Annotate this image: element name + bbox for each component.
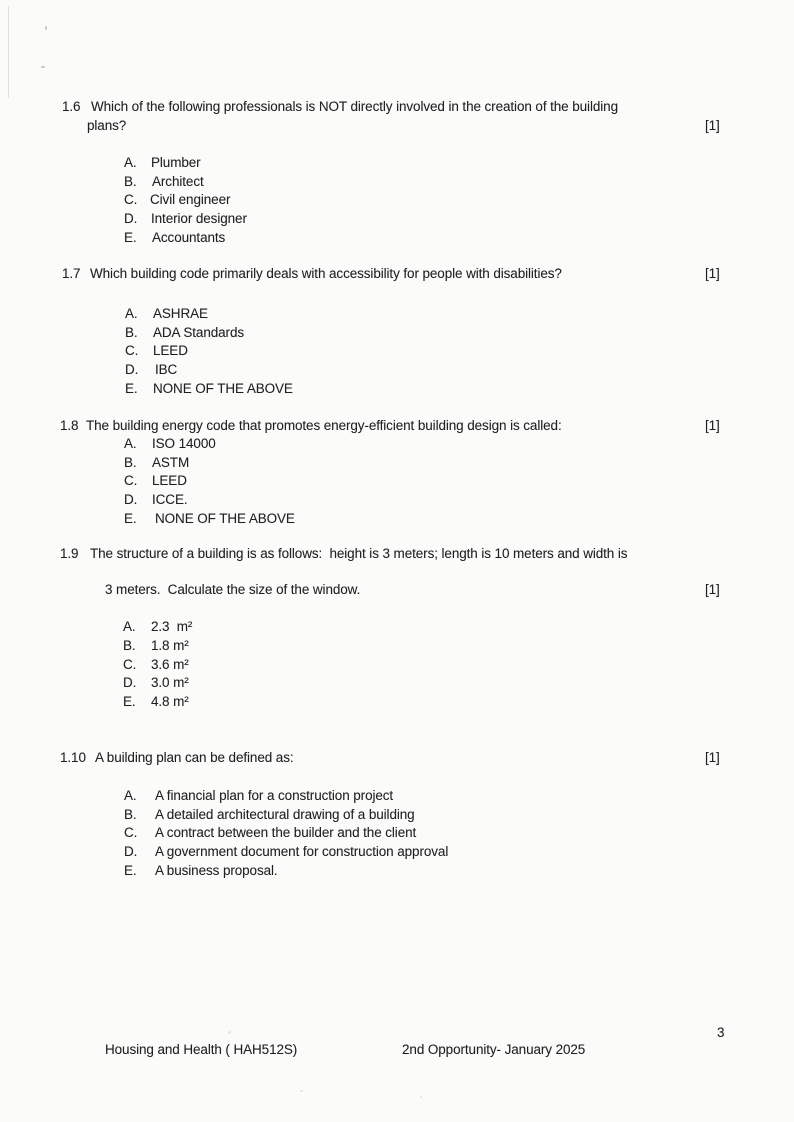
scan-speck bbox=[300, 1090, 303, 1092]
option-text-c: LEED bbox=[152, 473, 187, 488]
question-text-line: 3 meters. Calculate the size of the window. bbox=[105, 582, 361, 597]
question-number: 1.9 bbox=[60, 546, 79, 561]
option-letter-a: A. bbox=[125, 306, 138, 321]
scan-edge-line bbox=[8, 6, 9, 98]
option-text-b: A detailed architectural drawing of a building bbox=[155, 807, 415, 822]
option-text-d: 3.0 m² bbox=[151, 675, 189, 690]
option-letter-c: C. bbox=[125, 343, 139, 358]
option-letter-d: D. bbox=[124, 844, 138, 859]
option-letter-e: E. bbox=[124, 863, 137, 878]
option-letter-a: A. bbox=[124, 788, 137, 803]
scan-speck bbox=[41, 66, 45, 68]
page-number: 3 bbox=[717, 1025, 725, 1040]
question-text-line: plans? bbox=[87, 118, 127, 133]
question-number: 1.10 bbox=[60, 750, 86, 765]
option-text-a: Plumber bbox=[151, 155, 201, 170]
question-number: 1.6 bbox=[62, 99, 81, 114]
option-text-b: Architect bbox=[152, 174, 204, 189]
option-letter-d: D. bbox=[124, 492, 138, 507]
option-text-e: NONE OF THE ABOVE bbox=[155, 511, 295, 526]
option-letter-b: B. bbox=[124, 455, 137, 470]
question-text-line: The structure of a building is as follows: height is 3 meters; length is 10 meters and width is bbox=[90, 546, 628, 561]
marks-label: [1] bbox=[705, 118, 720, 133]
option-text-a: ISO 14000 bbox=[152, 436, 216, 451]
option-text-d: ICCE. bbox=[152, 492, 188, 507]
question-text-line: Which building code primarily deals with accessibility for people with disabilities? bbox=[90, 266, 562, 281]
scan-speck bbox=[228, 1031, 231, 1034]
option-letter-a: A. bbox=[124, 155, 137, 170]
option-letter-a: A. bbox=[124, 436, 137, 451]
option-letter-a: A. bbox=[123, 619, 136, 634]
option-letter-d: D. bbox=[125, 362, 139, 377]
option-letter-b: B. bbox=[124, 807, 137, 822]
option-text-a: 2.3 m² bbox=[151, 619, 193, 634]
option-text-b: 1.8 m² bbox=[151, 638, 189, 653]
option-letter-c: C. bbox=[124, 192, 138, 207]
scan-speck bbox=[45, 26, 47, 30]
marks-label: [1] bbox=[705, 750, 720, 765]
marks-label: [1] bbox=[705, 582, 720, 597]
option-letter-b: B. bbox=[124, 174, 137, 189]
option-letter-b: B. bbox=[125, 325, 138, 340]
option-letter-e: E. bbox=[124, 230, 137, 245]
scan-speck bbox=[420, 1096, 422, 1098]
question-text-line: The building energy code that promotes energy-efficient building design is called: bbox=[86, 418, 562, 433]
option-text-c: A contract between the builder and the client bbox=[155, 825, 417, 840]
option-text-c: 3.6 m² bbox=[151, 657, 189, 672]
option-letter-e: E. bbox=[123, 694, 136, 709]
question-number: 1.8 bbox=[60, 418, 79, 433]
option-letter-c: C. bbox=[124, 473, 138, 488]
option-text-e: 4.8 m² bbox=[151, 694, 189, 709]
option-letter-e: E. bbox=[124, 511, 137, 526]
option-letter-d: D. bbox=[124, 211, 138, 226]
option-letter-e: E. bbox=[125, 381, 138, 396]
question-text-line: A building plan can be defined as: bbox=[95, 750, 294, 765]
option-text-d: A government document for construction approval bbox=[155, 844, 449, 859]
question-text-line: Which of the following professionals is NOT directly involved in the creation of the building bbox=[91, 99, 618, 114]
option-letter-b: B. bbox=[123, 638, 136, 653]
option-letter-c: C. bbox=[123, 657, 137, 672]
option-text-c: LEED bbox=[153, 343, 188, 358]
option-text-e: A business proposal. bbox=[155, 863, 278, 878]
question-number: 1.7 bbox=[62, 266, 81, 281]
footer-session: 2nd Opportunity- January 2025 bbox=[402, 1042, 586, 1057]
option-letter-d: D. bbox=[123, 675, 137, 690]
option-text-d: Interior designer bbox=[151, 211, 247, 226]
option-text-a: ASHRAE bbox=[153, 306, 208, 321]
option-text-b: ASTM bbox=[152, 455, 190, 470]
marks-label: [1] bbox=[705, 418, 720, 433]
option-letter-c: C. bbox=[124, 825, 138, 840]
footer-course-code: Housing and Health ( HAH512S) bbox=[105, 1042, 298, 1057]
marks-label: [1] bbox=[705, 266, 720, 281]
option-text-e: Accountants bbox=[152, 230, 226, 245]
option-text-b: ADA Standards bbox=[153, 325, 245, 340]
option-text-d: IBC bbox=[155, 362, 178, 377]
option-text-e: NONE OF THE ABOVE bbox=[153, 381, 293, 396]
option-text-c: Civil engineer bbox=[150, 192, 231, 207]
option-text-a: A financial plan for a construction project bbox=[155, 788, 394, 803]
